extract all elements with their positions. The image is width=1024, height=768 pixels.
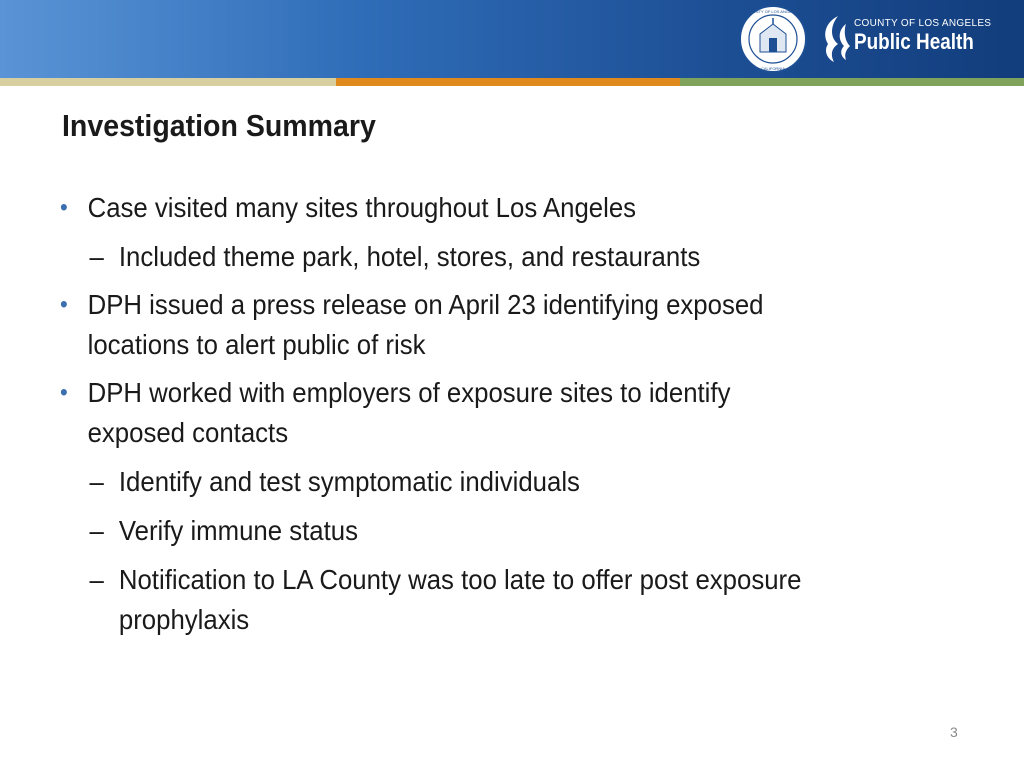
county-seal-icon bbox=[738, 4, 808, 74]
bullet-item bbox=[60, 285, 906, 365]
bullet-text-line1: DPH worked with employers of exposure sites to identify bbox=[87, 377, 731, 408]
logo-big-text: Public Health bbox=[854, 29, 974, 54]
public-health-mark-icon bbox=[818, 14, 852, 64]
sub-bullet-text: Identify and test symptomatic individuals bbox=[118, 466, 580, 497]
sub-bullet-text: Verify immune status bbox=[118, 515, 358, 546]
sub-bullet-item bbox=[60, 462, 906, 502]
bullet-icon: • bbox=[60, 291, 68, 318]
dash-icon: – bbox=[89, 515, 104, 546]
dash-icon: – bbox=[89, 564, 104, 595]
accent-strip-green bbox=[680, 78, 1024, 86]
sub-bullet-item bbox=[60, 560, 906, 640]
bullet-text: Case visited many sites throughout Los Angeles bbox=[87, 192, 637, 223]
bullet-item bbox=[60, 373, 906, 453]
bullet-text-line2: exposed contacts bbox=[87, 417, 289, 448]
dash-icon: – bbox=[89, 241, 104, 272]
bullet-list bbox=[60, 188, 980, 640]
public-health-logo bbox=[818, 14, 992, 66]
sub-bullet-item bbox=[60, 511, 906, 551]
accent-strip-orange bbox=[336, 78, 680, 86]
logo-small-text: COUNTY OF LOS ANGELES bbox=[854, 18, 992, 29]
bullet-text-line2: locations to alert public of risk bbox=[87, 329, 426, 360]
page-number: 3 bbox=[950, 724, 958, 740]
accent-strip bbox=[0, 78, 1024, 86]
bullet-text-line1: DPH issued a press release on April 23 identifying exposed bbox=[87, 289, 764, 320]
seal-text-bottom: CALIFORNIA bbox=[760, 66, 786, 71]
sub-bullet-text-line2: prophylaxis bbox=[118, 604, 250, 635]
seal-text-top: COUNTY OF LOS ANGELES bbox=[746, 9, 800, 14]
accent-strip-tan bbox=[0, 78, 336, 86]
sub-bullet-text-line1: Notification to LA County was too late to offer post exposure bbox=[118, 564, 802, 595]
sub-bullet-item bbox=[60, 237, 906, 277]
slide-title: Investigation Summary bbox=[62, 108, 376, 143]
sub-bullet-text: Included theme park, hotel, stores, and restaurants bbox=[118, 241, 701, 272]
bullet-item bbox=[60, 188, 906, 228]
bullet-icon: • bbox=[60, 379, 68, 406]
dash-icon: – bbox=[89, 466, 104, 497]
bullet-icon: • bbox=[60, 194, 68, 221]
